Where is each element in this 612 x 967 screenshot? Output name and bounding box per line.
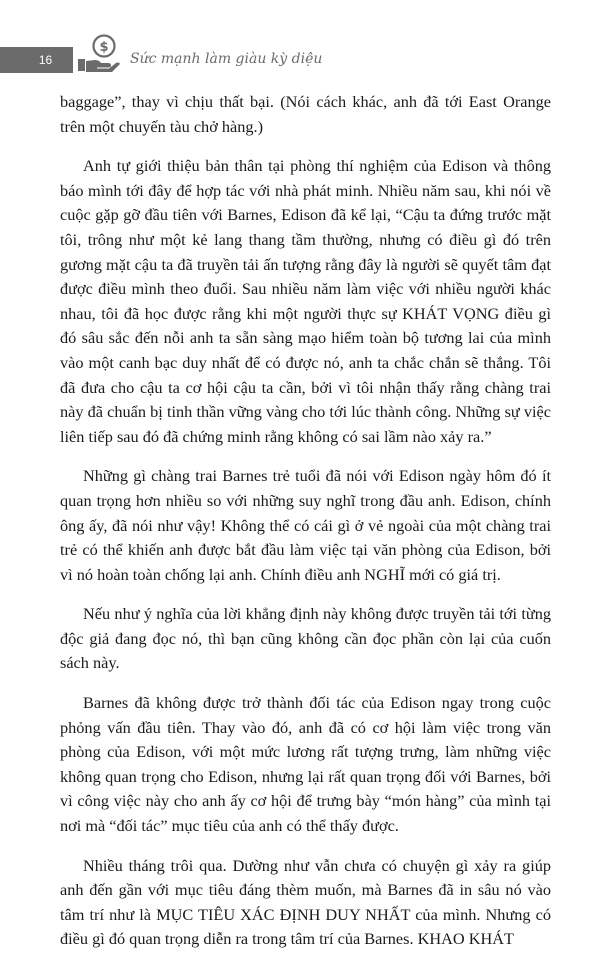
paragraph: Nhiều tháng trôi qua. Dường như vẫn chưa có chuyện gì xảy ra giúp anh đến gần với mục tiêu đáng thèm muốn, mà Barnes đã in sâu nó vào tâm trí như là MỤC TIÊU XÁC ĐỊNH DUY NHẤT của mình. Nhưng có điều gì đó quan trọng diễn ra trong tâm trí của Barnes. KHAO KHÁT [60,855,551,949]
paragraph: baggage”, thay vì chịu thất bại. (Nói cách khác, anh đã tới East Orange trên một chuyến tàu chở hàng.) [60,92,551,136]
paragraph: Nếu như ý nghĩa của lời khẳng định này không được truyền tải tới từng độc giả đang đọc nó, thì bạn cũng không cần đọc phần còn lại của cuốn sách này. [60,604,551,673]
paragraph: Barnes đã không được trở thành đối tác của Edison ngay trong cuộc phỏng vấn đầu tiên. Thay vào đó, anh đã có cơ hội làm việc trong văn phòng của Edison, với một mức lương rất tượng trưng, làm những việc không quan trọng cho Edison, nhưng lại rất quan trọng đối với Barnes, bởi vì công việc này cho anh ấy cơ hội để trưng bày “món hàng” của mình tại nơi mà “đối tác” mục tiêu của anh có thể thấy được. [60,693,551,836]
paragraph: Anh tự giới thiệu bản thân tại phòng thí nghiệm của Edison và thông báo mình tới đây để hợp tác với nhà phát minh. Nhiều năm sau, khi nói về cuộc gặp gỡ đầu tiên với Barnes, Edison đã kể lại, “Cậu ta đứng trước mặt tôi, trông như một kẻ lang thang tầm thường, nhưng có điều gì đó trên gương mặt cậu ta đã truyền tải ấn tượng rằng đây là người sẽ quyết tâm đạt được điều mình theo đuổi. Sau nhiều năm làm việc với nhiều người khác nhau, tôi đã học được rằng khi một người thực sự KHÁT VỌNG điều gì đó sâu sắc đến nỗi anh ta sẵn sàng mạo hiểm toàn bộ tương lai của mình vào một canh bạc duy nhất để có được nó, anh ta chắc chắn sẽ thắng. Tôi đã đưa cho cậu ta cơ hội cậu ta cần, bởi vì tôi nhận thấy rằng chàng trai này đã chuẩn bị tinh thần vững vàng cho tới lúc thành công. Những sự việc liên tiếp sau đó đã chứng minh rằng không có sai lầm nào xảy ra.” [60,156,551,446]
svg-text:$: $ [99,40,109,55]
paragraph: Những gì chàng trai Barnes trẻ tuổi đã nói với Edison ngày hôm đó ít quan trọng hơn nhiều so với những suy nghĩ trong đầu anh. Edison, chính ông ấy, đã nói như vậy! Không thể có cái gì ở vẻ ngoài của một chàng trai trẻ có thể khiến anh được bắt đầu làm việc tại văn phòng của Edison, bởi vì nó hoàn toàn chống lại anh. Chính điều anh NGHĨ mới có giá trị. [60,466,551,584]
book-title: Sức mạnh làm giàu kỳ diệu [130,51,323,67]
body-text [60,90,551,967]
page-number: 16 [38,53,53,67]
money-hand-icon [75,32,121,74]
